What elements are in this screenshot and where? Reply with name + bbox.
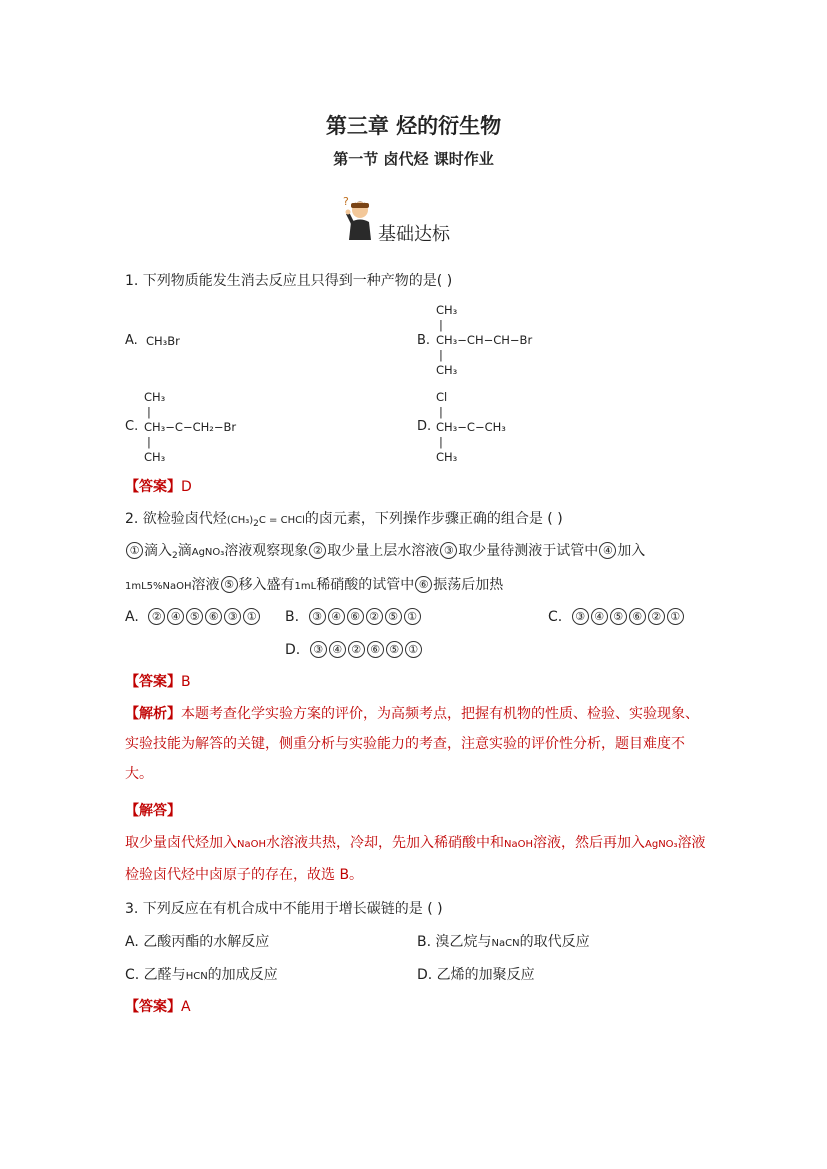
- svg-text:?: ?: [343, 195, 349, 208]
- q1-d-top: Cl: [436, 390, 448, 404]
- q2-sol-g: 溶液检验卤代烃中卤原子的存在，故选 B。: [125, 835, 706, 883]
- q3-answer: [125, 996, 191, 1016]
- q3-option-c: [125, 964, 278, 984]
- q1-d-main: CH₃−C−CH₃: [436, 420, 506, 434]
- q1-c-main: CH₃−C−CH₂−Br: [144, 420, 237, 434]
- q2-answer-label: 【答案】: [125, 674, 181, 690]
- opt-circle: ⑤: [385, 608, 402, 625]
- q3-option-a: A. 乙酸丙酯的水解反应: [125, 934, 270, 950]
- opt-circle: ①: [404, 608, 421, 625]
- step-5-marker: ⑤: [221, 576, 238, 593]
- q2-answer-value: B: [181, 674, 191, 690]
- step-4-text-a: 加入: [617, 543, 646, 559]
- section-title: 第一节 卤代烃 课时作业: [333, 150, 494, 168]
- opt-circle: ②: [648, 608, 665, 625]
- step-4-marker: ④: [599, 542, 616, 559]
- step-5-text-b: 1mL: [294, 581, 317, 592]
- q3-option-d: D. 乙烯的加聚反应: [417, 967, 535, 983]
- step-2-text: 取少量上层水溶液: [327, 543, 440, 559]
- q2-formula-sub: 2: [253, 519, 259, 529]
- chapter-title: 第三章 烃的衍生物: [325, 114, 502, 138]
- q2-sol-e: 溶液，然后再加入: [533, 835, 645, 851]
- opt-circle: ①: [405, 641, 422, 658]
- opt-circle: ②: [348, 641, 365, 658]
- opt-circle: ②: [366, 608, 383, 625]
- q2-sol-b: NaOH: [237, 839, 266, 850]
- opt-circle: ③: [572, 608, 589, 625]
- step-1-text-c: 滴: [177, 543, 192, 559]
- opt-circle: ③: [310, 641, 327, 658]
- step-5-text-a: 移入盛有: [238, 577, 295, 593]
- step-2-marker: ②: [309, 542, 326, 559]
- step-1-text-b: 2: [172, 551, 178, 561]
- q1-b-bond-bottom: |: [439, 348, 443, 362]
- q2-sol-a: 取少量卤代烃加入: [125, 835, 237, 851]
- opt-circle: ③: [309, 608, 326, 625]
- q1-d-bottom: CH₃: [436, 450, 458, 464]
- q3-option-b-post: 的取代反应: [519, 934, 590, 950]
- opt-circle: ④: [167, 608, 184, 625]
- opt-circle: ①: [243, 608, 260, 625]
- q2-stem-pre: 2. 欲检验卤代烃: [125, 511, 227, 527]
- q3-option-c-formula: HCN: [185, 971, 208, 982]
- q3-option-b-pre: B. 溴乙烷与: [417, 934, 492, 950]
- q1-option-d-structure: [436, 390, 506, 465]
- step-3-marker: ③: [440, 542, 457, 559]
- q2-option-c: [548, 608, 685, 625]
- q1-option-c-structure: [144, 390, 236, 465]
- q1-c-bond-top: |: [147, 405, 151, 419]
- q1-option-b-structure: [436, 303, 532, 378]
- opt-circle: ⑤: [186, 608, 203, 625]
- step-6-marker: ⑥: [415, 576, 432, 593]
- q1-c-top: CH₃: [144, 390, 166, 404]
- q1-answer: [125, 476, 192, 496]
- q1-option-a-label: A.: [125, 333, 138, 348]
- q1-b-bond-top: |: [439, 318, 443, 332]
- section-banner-label: 基础达标: [378, 224, 450, 245]
- step-1-marker: ①: [126, 542, 143, 559]
- step-5-text-c: 稀硝酸的试管中: [316, 577, 415, 593]
- q2-answer: [125, 671, 191, 691]
- opt-circle: ⑥: [205, 608, 222, 625]
- opt-circle: ⑥: [629, 608, 646, 625]
- q2-solution-label: 【解答】: [125, 803, 181, 819]
- q3-answer-label: 【答案】: [125, 999, 181, 1015]
- step-4-text-c: 溶液: [191, 577, 220, 593]
- q2-analysis-label: 【解析】: [125, 706, 181, 722]
- q1-b-bottom: CH₃: [436, 363, 458, 377]
- q2-stem: [125, 508, 563, 529]
- opt-circle: ④: [328, 608, 345, 625]
- opt-circle: ⑤: [386, 641, 403, 658]
- q1-b-top: CH₃: [436, 303, 458, 317]
- opt-circle: ④: [591, 608, 608, 625]
- q2-option-d-label: D.: [285, 642, 301, 658]
- q2-option-a: [125, 608, 261, 625]
- q1-c-bond-bottom: |: [147, 435, 151, 449]
- q2-steps-line-1: [125, 540, 645, 561]
- opt-circle: ⑥: [347, 608, 364, 625]
- q3-option-b-formula: NaCN: [491, 938, 520, 949]
- q2-option-c-label: C.: [548, 609, 563, 625]
- q3-option-c-post: 的加成反应: [207, 967, 278, 983]
- q2-formula-a: (CH₃): [226, 515, 254, 526]
- q1-stem: 1. 下列物质能发生消去反应且只得到一种产物的是( ): [125, 273, 453, 289]
- step-1-text-d: AgNO₃: [191, 547, 225, 558]
- q1-d-bond-top: |: [439, 405, 443, 419]
- q1-b-main: CH₃−CH−CH−Br: [436, 333, 533, 347]
- q2-sol-f: AgNO₃: [645, 839, 678, 850]
- q2-option-b: [285, 608, 422, 625]
- q2-steps-line-2: [125, 574, 503, 594]
- step-6-text: 振荡后加热: [433, 577, 504, 593]
- opt-circle: ⑥: [367, 641, 384, 658]
- q3-stem: 3. 下列反应在有机合成中不能用于增长碳链的是 ( ): [125, 901, 443, 917]
- q2-stem-post: 的卤元素，下列操作步骤正确的组合是 ( ): [304, 511, 563, 527]
- opt-circle: ③: [224, 608, 241, 625]
- opt-circle: ①: [667, 608, 684, 625]
- q1-d-bond-bottom: |: [439, 435, 443, 449]
- q1-option-a-formula: CH₃Br: [146, 334, 180, 348]
- step-1-text-e: 溶液观察现象: [224, 543, 309, 559]
- opt-circle: ⑤: [610, 608, 627, 625]
- q3-option-b: [417, 931, 590, 951]
- opt-circle: ④: [329, 641, 346, 658]
- q1-option-b-label: B.: [417, 333, 431, 348]
- opt-circle: ②: [148, 608, 165, 625]
- q1-answer-label: 【答案】: [125, 479, 181, 495]
- step-4-text-b: 1mL5%NaOH: [125, 581, 192, 592]
- q3-option-c-pre: C. 乙醛与: [125, 967, 186, 983]
- q2-option-b-label: B.: [285, 609, 300, 625]
- q2-formula-b: C = CHCl: [258, 515, 305, 526]
- q2-sol-c: 水溶液共热，冷却，先加入稀硝酸中和: [266, 835, 504, 851]
- step-3-text: 取少量待测液于试管中: [458, 543, 599, 559]
- q2-option-a-label: A.: [125, 609, 139, 625]
- step-1-text-a: 滴入: [144, 543, 172, 559]
- q2-analysis-text: 本题考查化学实验方案的评价，为高频考点，把握有机物的性质、检验、实验现象、实验技能为解答的关键，侧重分析与实验能力的考查，注意实验的评价性分析，题目难度不大。: [125, 706, 699, 782]
- q1-c-bottom: CH₃: [144, 450, 166, 464]
- q2-solution-text: [125, 828, 710, 890]
- q2-analysis: [125, 699, 710, 789]
- q3-answer-value: A: [181, 999, 191, 1015]
- q1-option-d-label: D.: [417, 419, 432, 434]
- q1-answer-value: D: [181, 479, 192, 495]
- q2-option-d: [285, 641, 423, 658]
- q1-option-c-label: C.: [125, 419, 139, 434]
- thinking-person-icon: [340, 194, 378, 244]
- q2-sol-d: NaOH: [504, 839, 533, 850]
